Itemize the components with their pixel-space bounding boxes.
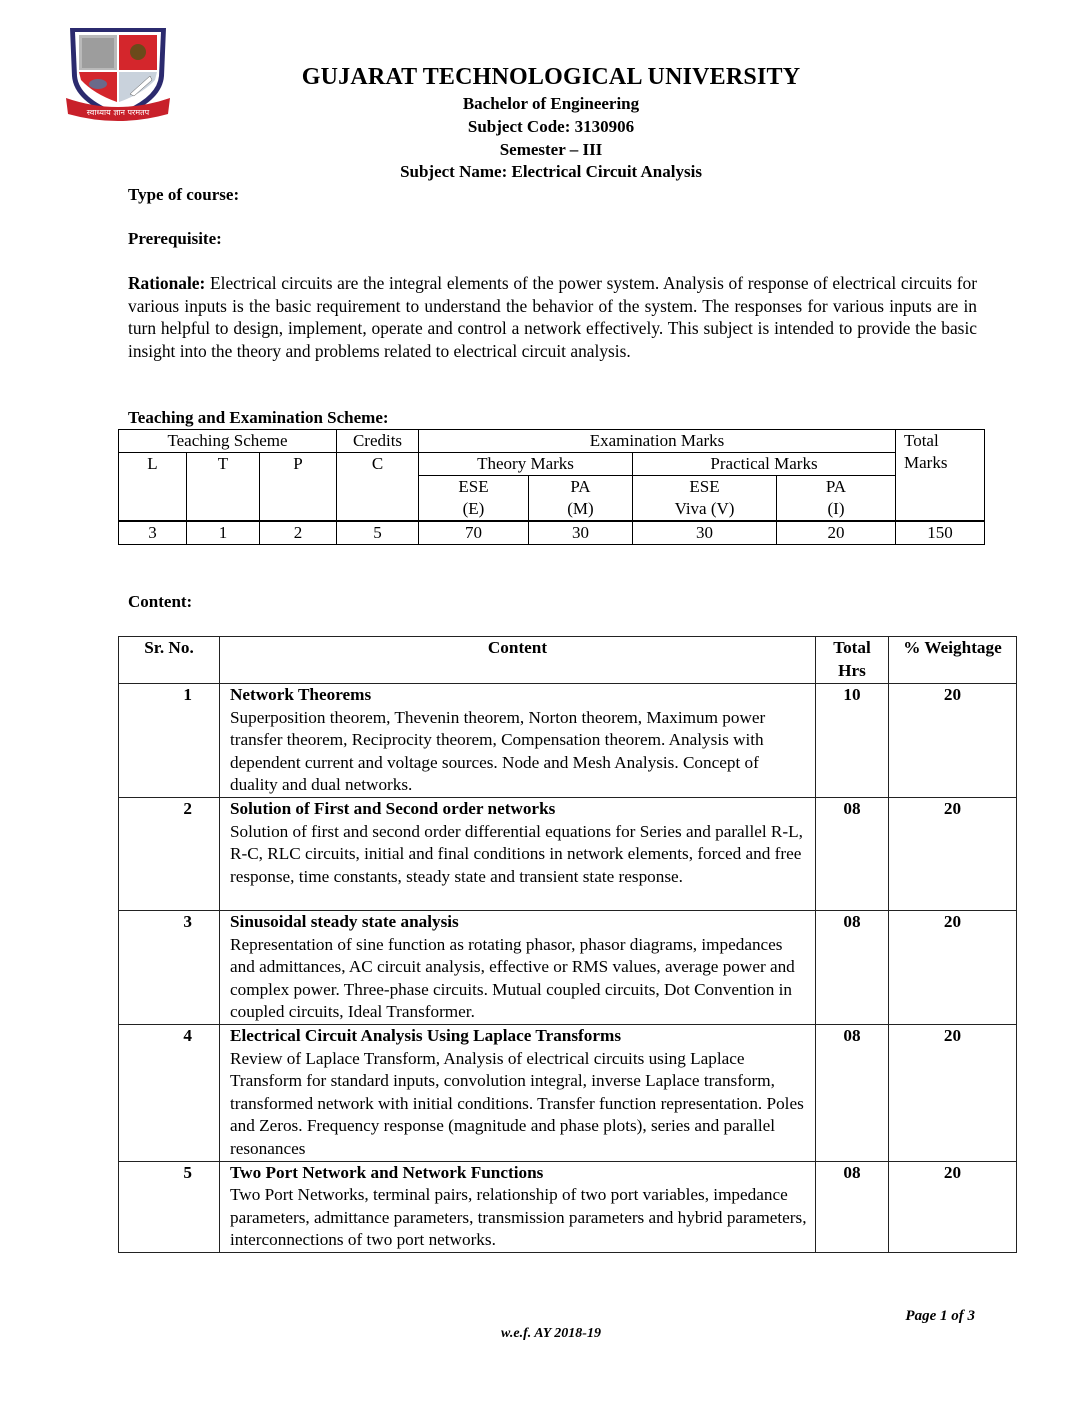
practical-marks-header: Practical Marks	[633, 453, 896, 476]
unit-number: 3	[119, 910, 220, 1024]
unit-description: Two Port Networks, terminal pairs, relationship of two port variables, impedance parameters, admittance parameters, transmission parameters and hybrid parameters, interconnections of two port networks.	[230, 1185, 807, 1250]
table-row	[119, 1024, 1017, 1161]
teaching-exam-table	[118, 429, 985, 545]
degree-title: Bachelor of Engineering	[462, 94, 640, 113]
pa-i-header: PA (I)	[777, 476, 896, 522]
l-value: 3	[119, 521, 187, 545]
sr-no-header: Sr. No.	[119, 637, 220, 684]
pa-i-value: 20	[777, 521, 896, 545]
unit-content	[220, 1161, 816, 1252]
unit-number: 2	[119, 797, 220, 910]
c-value: 5	[337, 521, 419, 545]
p-value: 2	[260, 521, 337, 545]
total-marks-header: Total Marks	[896, 430, 985, 522]
rationale-paragraph	[128, 272, 977, 362]
t-header: T	[187, 453, 260, 522]
table-row	[119, 684, 1017, 798]
content-header: Content	[220, 637, 816, 684]
unit-description: Representation of sine function as rotating phasor, phasor diagrams, impedances and admittances, AC circuit analysis, effective or RMS values, average power and complex power. Three-phase circuits. Mutual coupled circuits, Dot Convention in coupled circuits, Ideal Transformer.	[230, 934, 795, 1022]
unit-weightage: 20	[889, 1024, 1017, 1161]
ese-e-value: 70	[419, 521, 529, 545]
unit-weightage: 20	[889, 910, 1017, 1024]
l-header: L	[119, 453, 187, 522]
content-table	[118, 636, 1017, 1253]
unit-title: Network Theorems	[230, 685, 372, 704]
total-marks-value: 150	[896, 521, 985, 545]
unit-weightage: 20	[889, 684, 1017, 798]
ese-e-header: ESE (E)	[419, 476, 529, 522]
subject-code: Subject Code: 3130906	[467, 117, 635, 136]
unit-title: Two Port Network and Network Functions	[230, 1162, 544, 1182]
unit-content	[220, 1024, 816, 1161]
exam-marks-header: Examination Marks	[419, 430, 896, 453]
theory-marks-header: Theory Marks	[419, 453, 633, 476]
t-value: 1	[187, 521, 260, 545]
unit-hours: 10	[816, 684, 889, 798]
effective-year: w.e.f. AY 2018-19	[501, 1326, 601, 1341]
university-name: GUJARAT TECHNOLOGICAL UNIVERSITY	[301, 64, 801, 90]
unit-weightage: 20	[889, 797, 1017, 910]
unit-hours: 08	[816, 1161, 889, 1252]
unit-hours: 08	[816, 1024, 889, 1161]
unit-weightage: 20	[889, 1161, 1017, 1252]
table-row	[119, 797, 1017, 910]
table-row	[119, 910, 1017, 1024]
type-of-course-label: Type of course:	[128, 185, 240, 204]
svg-text:स्वाध्याय ज्ञान परमतप: स्वाध्याय ज्ञान परमतप	[86, 108, 150, 117]
unit-title: Electrical Circuit Analysis Using Laplace Transforms	[230, 1025, 622, 1045]
unit-number: 1	[119, 684, 220, 798]
unit-description: Superposition theorem, Thevenin theorem, Norton theorem, Maximum power transfer theorem, Reciprocity theorem, Compensation theorem. Analysis with dependent current and voltage sources. Node and Mesh Analysis. Concept of duality and dual networks.	[230, 707, 766, 795]
subject-name: Subject Name: Electrical Circuit Analysis	[400, 162, 702, 181]
unit-title: Solution of First and Second order networks	[230, 798, 556, 818]
unit-title: Sinusoidal steady state analysis	[230, 911, 459, 931]
semester: Semester – III	[499, 140, 603, 159]
unit-content	[220, 910, 816, 1024]
pa-m-header: PA (M)	[529, 476, 633, 522]
table-row	[119, 1161, 1017, 1252]
content-section-title: Content:	[128, 592, 193, 611]
ese-viva-header: ESE Viva (V)	[633, 476, 777, 522]
page-number: Page 1 of 3	[905, 1308, 975, 1324]
unit-description: Review of Laplace Transform, Analysis of electrical circuits using Laplace Transform for standard inputs, convolution integral, inverse Laplace transform, transformed network with initial conditions. Transfer function representation. Poles and Zeros. Frequency response (magnitude and phase plots), series and parallel resonances	[230, 1048, 804, 1158]
credits-header: Credits	[337, 430, 419, 453]
unit-number: 5	[119, 1161, 220, 1252]
teaching-scheme-header: Teaching Scheme	[119, 430, 337, 453]
unit-hours: 08	[816, 910, 889, 1024]
prerequisite-label: Prerequisite:	[128, 229, 222, 248]
p-header: P	[260, 453, 337, 522]
ese-viva-value: 30	[633, 521, 777, 545]
rationale-label: Rationale:	[128, 273, 206, 293]
pa-m-value: 30	[529, 521, 633, 545]
weightage-header: % Weightage	[889, 637, 1017, 684]
rationale-text: Electrical circuits are the integral elements of the power system. Analysis of response of electrical circuits for various inputs is the basic requirement to understand the behavior of the system. The responses for various inputs are in turn helpful to design, implement, operate and control a network effectively. This subject is intended to provide the basic insight into the theory and problems related to electrical circuit analysis.	[128, 273, 977, 361]
unit-content	[220, 684, 816, 798]
unit-hours: 08	[816, 797, 889, 910]
teaching-exam-scheme-title: Teaching and Examination Scheme:	[128, 408, 389, 427]
unit-number: 4	[119, 1024, 220, 1161]
total-hrs-header: Total Hrs	[816, 637, 889, 684]
unit-content	[220, 797, 816, 910]
unit-description: Solution of first and second order differential equations for Series and parallel R-L, R-C, RLC circuits, initial and final conditions in network elements, forced and free response, time constants, steady state and transient state response.	[230, 821, 803, 886]
c-header: C	[337, 453, 419, 522]
